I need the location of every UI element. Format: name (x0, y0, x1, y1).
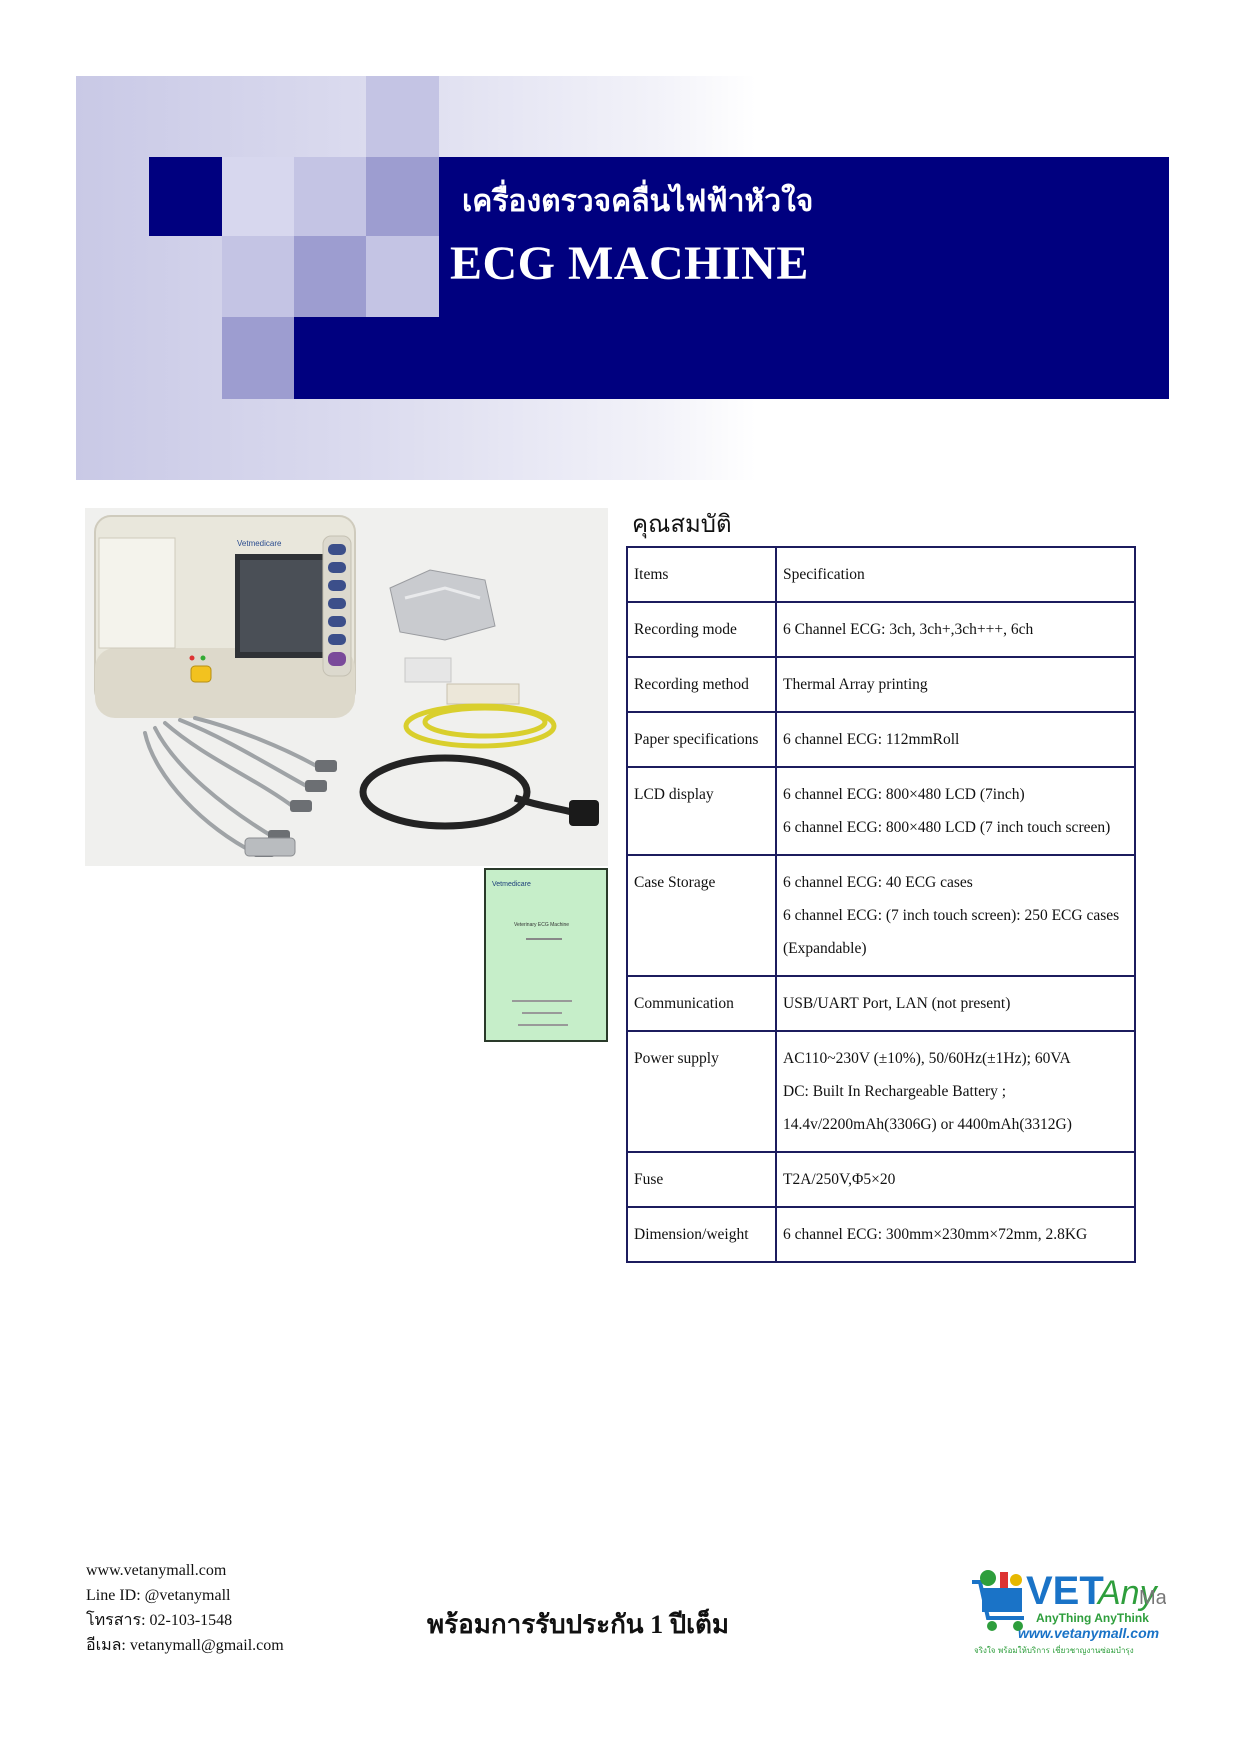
spec-value (776, 1207, 1135, 1262)
table-row (627, 1031, 1135, 1152)
spec-key: Fuse (627, 1152, 776, 1207)
spec-table (626, 546, 1136, 1263)
table-row (627, 602, 1135, 657)
contact-block (86, 1558, 284, 1658)
spec-value-line: 6 channel ECG: 800×480 LCD (7 inch touch screen) (783, 819, 1111, 836)
spec-key: LCD display (627, 767, 776, 855)
spec-heading: คุณสมบัติ (632, 512, 732, 538)
spec-value-line: 6 Channel ECG: 3ch, 3ch+,3ch+++, 6ch (783, 621, 1034, 638)
product-photo (85, 508, 608, 866)
spec-value-line: T2A/250V,Φ5×20 (783, 1171, 896, 1188)
spec-value (776, 1152, 1135, 1207)
table-row (627, 657, 1135, 712)
deco-square (366, 157, 439, 236)
manual-brand: Vetmedicare (492, 881, 531, 888)
spec-key: Recording method (627, 657, 776, 712)
logo-vet: VET (1026, 1569, 1104, 1613)
spec-key: Case Storage (627, 855, 776, 976)
deco-square (222, 157, 294, 236)
table-header-row (627, 547, 1135, 602)
table-row (627, 855, 1135, 976)
logo-url: www.vetanymall.com (1018, 1625, 1160, 1641)
logo-graphic (966, 1552, 1166, 1658)
spec-value (776, 1031, 1135, 1152)
deco-square (366, 76, 439, 157)
column-header-items: Items (627, 547, 776, 602)
deco-square (294, 157, 366, 236)
table-row (627, 976, 1135, 1031)
deco-square (222, 317, 294, 399)
deco-square (222, 236, 294, 317)
logo-mall: Ma (1139, 1587, 1166, 1609)
spec-value (776, 976, 1135, 1031)
logo-any: Any (1098, 1574, 1157, 1612)
spec-value (776, 855, 1135, 976)
table-row (627, 712, 1135, 767)
spec-value-line: 6 channel ECG: 40 ECG cases (783, 874, 973, 891)
email[interactable]: อีเมล: vetanymall@gmail.com (86, 1637, 284, 1654)
logo-tagline: AnyThing AnyThink (1036, 1611, 1149, 1625)
spec-value (776, 657, 1135, 712)
website-link[interactable]: www.vetanymall.com (86, 1562, 227, 1579)
spec-value-line: USB/UART Port, LAN (not present) (783, 995, 1011, 1012)
cart-icon (972, 1570, 1024, 1631)
line-id: Line ID: @vetanymall (86, 1587, 231, 1604)
title-thai: เครื่องตรวจคลื่นไฟฟ้าหัวใจ (462, 185, 814, 218)
spec-key: Dimension/weight (627, 1207, 776, 1262)
phone: โทรสาร: 02-103-1548 (86, 1612, 233, 1629)
spec-value (776, 712, 1135, 767)
title-english: ECG MACHINE (450, 237, 809, 290)
spec-value (776, 602, 1135, 657)
spec-value-line: 6 channel ECG: 300mm×230mm×72mm, 2.8KG (783, 1226, 1088, 1243)
spec-value-line: AC110~230V (±10%), 50/60Hz(±1Hz); 60VA (783, 1050, 1071, 1067)
spec-key: Power supply (627, 1031, 776, 1152)
ecg-device-illustration (85, 508, 608, 866)
deco-square (294, 236, 366, 317)
deco-square (366, 236, 439, 317)
table-row (627, 767, 1135, 855)
table-row (627, 1207, 1135, 1262)
manual-title: Veterinary ECG Machine (514, 922, 570, 928)
spec-key: Communication (627, 976, 776, 1031)
spec-key: Recording mode (627, 602, 776, 657)
vetanymall-logo (966, 1552, 1166, 1658)
spec-value (776, 767, 1135, 855)
spec-value-line: 6 channel ECG: 800×480 LCD (7inch) (783, 786, 1025, 803)
spec-key: Paper specifications (627, 712, 776, 767)
spec-value-line: DC: Built In Rechargeable Battery ; 14.4v/2200mAh(3306G) or 4400mAh(3312G) (783, 1083, 1072, 1133)
manual-illustration (484, 868, 608, 1042)
logo-slogan: จริงใจ พร้อมให้บริการ เชี่ยวชาญงานซ่อมบำรุง (974, 1646, 1134, 1655)
spec-value-line: Thermal Array printing (783, 676, 928, 693)
manual-photo (484, 868, 608, 1042)
deco-square (149, 157, 222, 236)
warranty-note: พร้อมการรับประกัน 1 ปีเต็ม (427, 1610, 729, 1639)
spec-value-line: 6 channel ECG: 112mmRoll (783, 731, 960, 748)
table-row (627, 1152, 1135, 1207)
column-header-specification: Specification (776, 547, 1135, 602)
spec-value-line: 6 channel ECG: (7 inch touch screen): 250 ECG cases (Expandable) (783, 907, 1120, 957)
device-brand: Vetmedicare (237, 539, 282, 548)
